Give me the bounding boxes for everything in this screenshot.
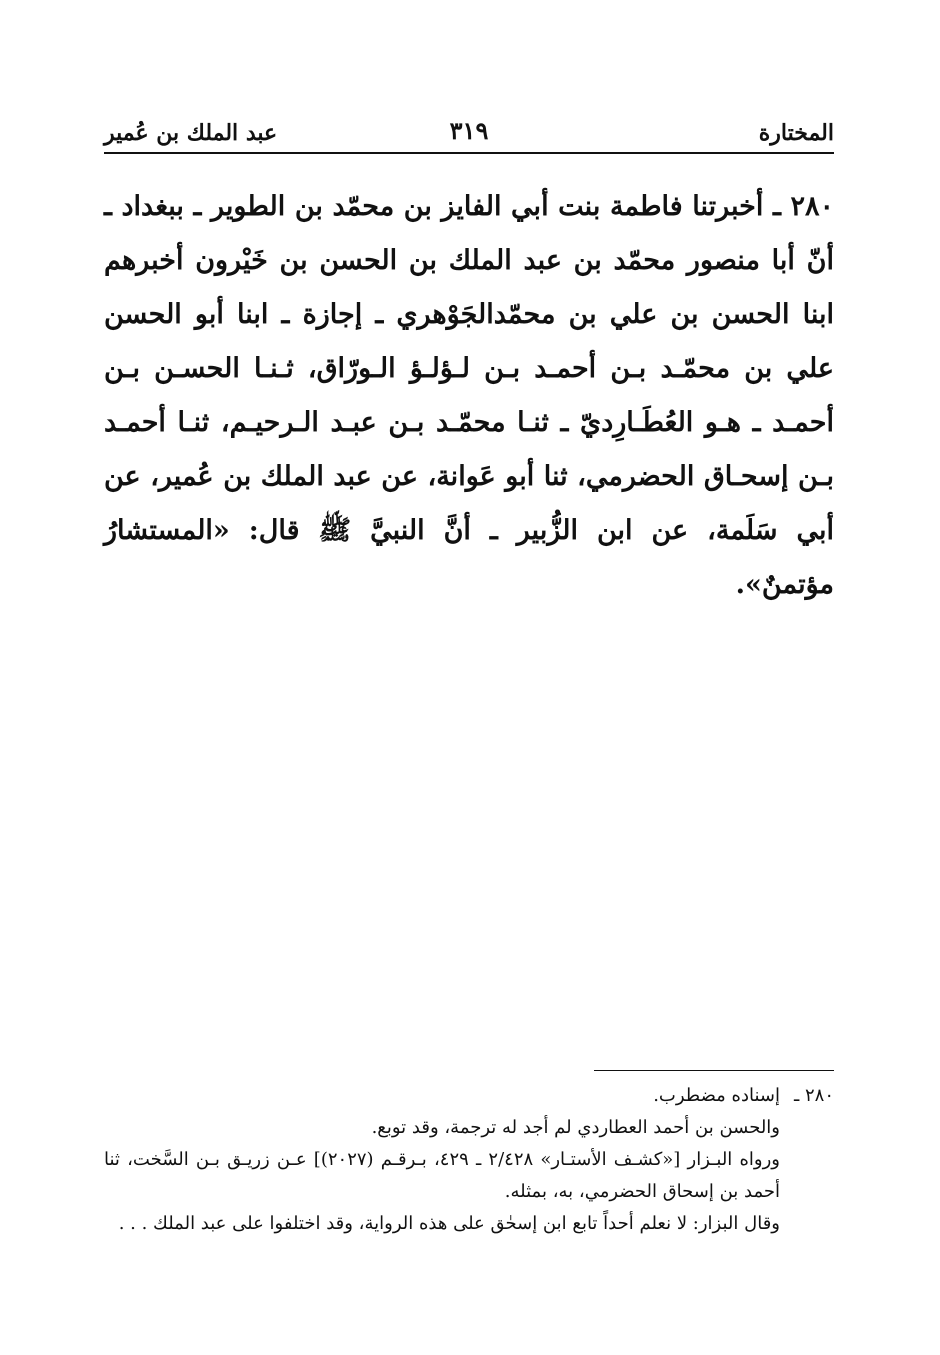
- footnote-line: والحسن بن أحمد العطاردي لم أجد له ترجمة، وقد توبع.: [371, 1117, 780, 1138]
- footnote-number: ٢٨٠ ـ: [793, 1085, 834, 1106]
- footnote-line: [104, 1080, 834, 1112]
- footnote-line: وقال البزار: لا نعلم أحداً تابع ابن إسحٰق على هذه الرواية، وقد اختلفوا على عبد الملك . . .: [118, 1213, 780, 1234]
- hadith-text: ٢٨٠ ـ أخبرتنا فاطمة بنت أبي الفايز بن محمّد بن الطوير ـ ببغداد ـ أنّ أبا منصور محمّد بن عبد الملك بن الحسن بن خَيْرون أخبرهم ابنا الحسن بن علي بن محمّدالجَوْهري ـ إجازة ـ ابنا أبو الحسن علي بن محمّـد بـن أحمـد بـن لـؤلـؤ الـورّاق، ثـنـا الحسـن بـن أحمـد ـ هـو العُطَـارِديّ ـ ثنـا محمّـد بـن عبـد الـرحيـم، ثنـا أحمـد بـن إسحـاق الحضرمي، ثنا أبو عَوانة، عن عبد الملك بن عُمير، عن أبي سَلَمة، عن ابن الزُّبير ـ أنَّ النبيَّ ﷺ قال: «المستشارُ مؤتمنٌ».: [104, 191, 834, 600]
- running-header: [104, 110, 834, 154]
- footnote-divider: [594, 1070, 834, 1071]
- footnote-text: إسناده مضطرب.: [653, 1085, 780, 1106]
- footnote-line: ورواه البـزار [«كشـف الأستـار» ٢/٤٢٨ ـ ٤٢٩، بـرقـم (٢٠٢٧)] عـن زريـق بـن السَّخت، ثنا أحمد بن إسحاق الحضرمي، به، بمثله.: [104, 1149, 780, 1202]
- chapter-title: عبد الملك بن عُمير: [104, 120, 278, 146]
- footnotes: [104, 1080, 834, 1240]
- page-number: ٣١٩: [449, 116, 489, 145]
- book-title: المختارة: [758, 120, 834, 146]
- header-divider: [104, 152, 834, 154]
